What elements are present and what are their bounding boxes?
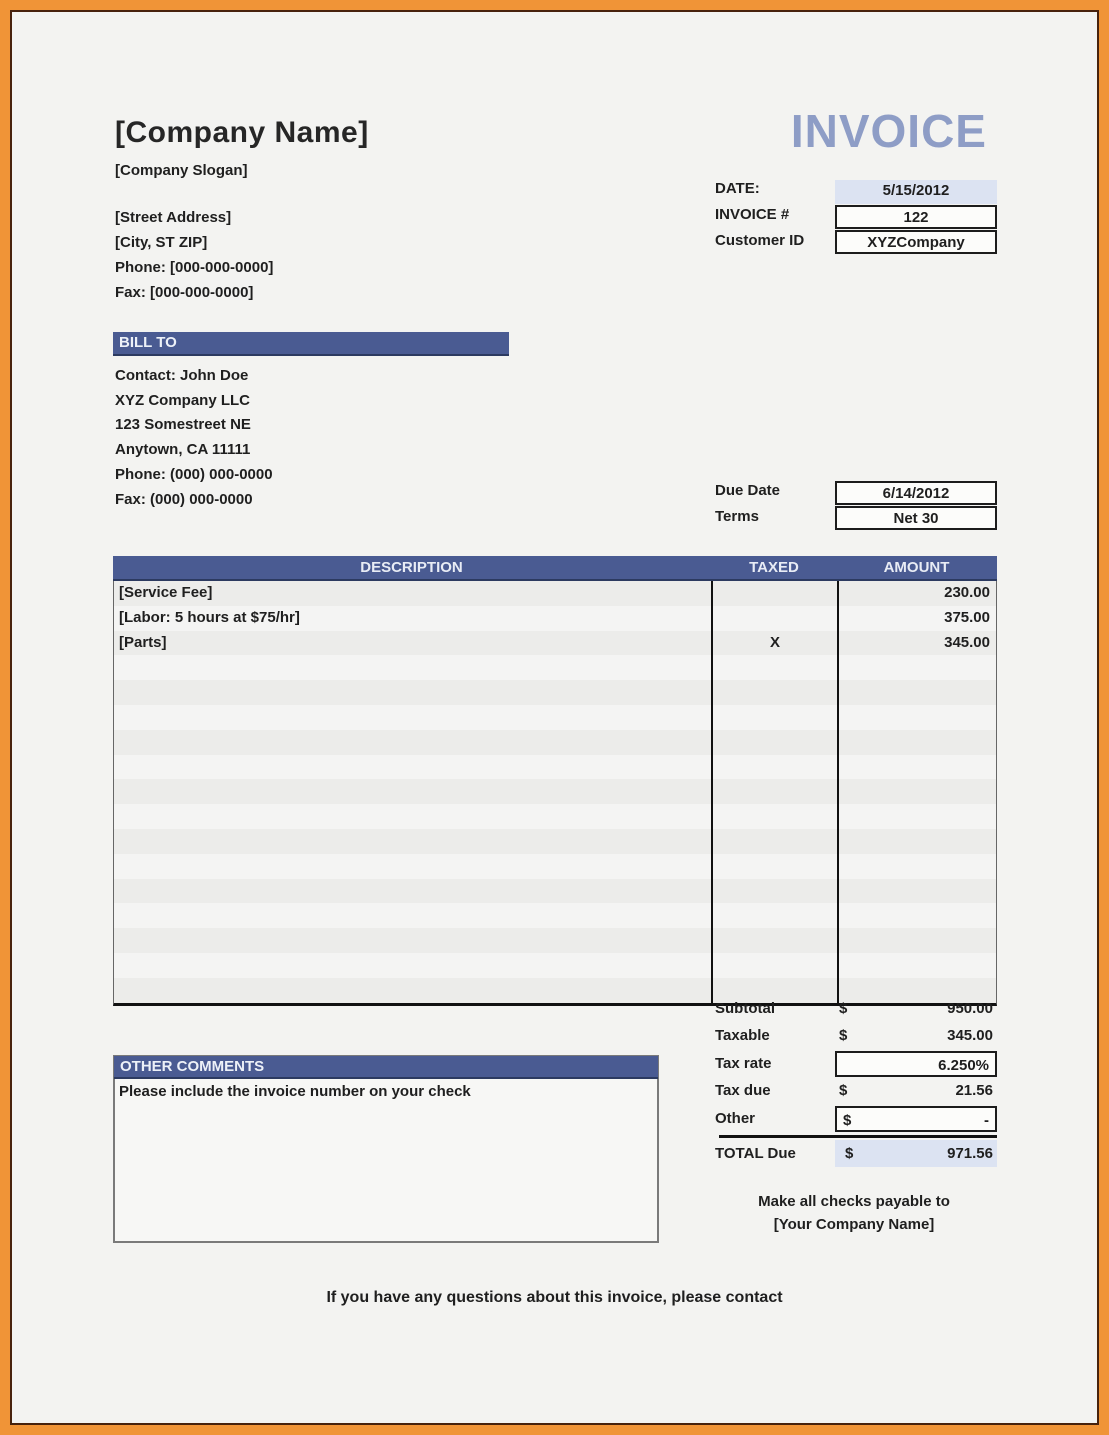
taxed-cell[interactable] — [711, 879, 839, 904]
checks-payable-line2: [Your Company Name] — [773, 1216, 935, 1233]
taxable-value: 345.00 — [947, 1027, 993, 1045]
description-cell[interactable] — [114, 655, 711, 680]
tax-due-currency: $ — [839, 1082, 848, 1100]
tax-due-row — [711, 1078, 997, 1105]
total-due-value: 971.56 — [947, 1144, 993, 1162]
amount-cell[interactable] — [839, 804, 996, 829]
other-row — [711, 1106, 997, 1133]
table-row[interactable] — [114, 854, 996, 879]
description-cell[interactable] — [114, 680, 711, 705]
taxed-cell[interactable] — [711, 680, 839, 705]
description-cell[interactable] — [114, 829, 711, 854]
customer-id-cell[interactable]: XYZCompany — [835, 230, 997, 254]
amount-cell[interactable]: 375.00 — [944, 608, 990, 626]
other-comments-box[interactable] — [113, 1055, 659, 1243]
taxed-cell[interactable] — [711, 804, 839, 829]
line-items-header-row — [113, 556, 997, 581]
table-row[interactable] — [114, 606, 996, 631]
date-value-cell[interactable]: 5/15/2012 — [835, 180, 997, 204]
amount-cell[interactable] — [839, 953, 996, 978]
invoice-number-label: INVOICE # — [715, 206, 790, 223]
table-row[interactable] — [114, 581, 996, 606]
description-cell[interactable]: [Service Fee] — [119, 584, 213, 601]
description-cell[interactable] — [114, 705, 711, 730]
amount-cell[interactable] — [839, 779, 996, 804]
taxed-cell[interactable] — [711, 829, 839, 854]
amount-cell[interactable] — [839, 928, 996, 953]
bill-to-header: BILL TO — [113, 332, 509, 356]
other-label: Other — [715, 1109, 756, 1127]
taxed-cell[interactable] — [711, 705, 839, 730]
subtotal-value: 950.00 — [947, 1000, 993, 1017]
footer-contact-note: If you have any questions about this invoice, please contact — [326, 1289, 783, 1306]
subtotal-row — [711, 996, 997, 1023]
other-comments-header: OTHER COMMENTS — [114, 1056, 658, 1079]
description-cell[interactable] — [114, 928, 711, 953]
taxed-cell[interactable] — [711, 655, 839, 680]
taxed-cell[interactable] — [711, 854, 839, 879]
description-cell[interactable] — [114, 755, 711, 780]
table-row[interactable] — [114, 903, 996, 928]
invoice-title: INVOICE — [790, 105, 987, 157]
description-column-header: DESCRIPTION — [360, 559, 463, 576]
checks-payable-note — [711, 1190, 997, 1236]
table-row[interactable] — [114, 804, 996, 829]
amount-cell[interactable] — [839, 655, 996, 680]
company-phone: Phone: [000-000-0000] — [115, 259, 274, 276]
amount-cell[interactable] — [839, 705, 996, 730]
table-row[interactable] — [114, 705, 996, 730]
taxable-label: Taxable — [715, 1027, 770, 1045]
taxed-cell[interactable] — [711, 730, 839, 755]
table-row[interactable] — [114, 953, 996, 978]
company-slogan: [Company Slogan] — [115, 162, 248, 179]
customer-id-label: Customer ID — [715, 232, 805, 249]
tax-rate-label: Tax rate — [715, 1054, 772, 1072]
bill-to-line: Fax: (000) 000-0000 — [115, 490, 253, 508]
table-row[interactable] — [114, 631, 996, 656]
line-items-table — [113, 556, 997, 1006]
taxed-cell[interactable] — [711, 928, 839, 953]
line-items-body — [113, 581, 997, 1006]
taxed-column-header: TAXED — [749, 559, 799, 576]
other-value: - — [984, 1111, 989, 1129]
description-cell[interactable]: [Labor: 5 hours at $75/hr] — [119, 608, 300, 626]
bill-to-line: 123 Somestreet NE — [115, 416, 251, 434]
tax-due-value: 21.56 — [955, 1082, 993, 1100]
total-due-currency: $ — [845, 1144, 854, 1162]
description-cell[interactable]: [Parts] — [119, 633, 167, 651]
other-comments-text: Please include the invoice number on your check — [119, 1083, 471, 1100]
taxed-cell[interactable] — [711, 903, 839, 928]
bill-to-line: Anytown, CA 11111 — [115, 441, 251, 459]
description-cell[interactable] — [114, 978, 711, 1003]
amount-cell[interactable] — [839, 879, 996, 904]
invoice-number-cell[interactable]: 122 — [835, 205, 997, 229]
amount-cell[interactable] — [839, 730, 996, 755]
amount-cell[interactable] — [839, 854, 996, 879]
amount-cell[interactable] — [839, 755, 996, 780]
description-cell[interactable] — [114, 779, 711, 804]
table-row[interactable] — [114, 655, 996, 680]
total-due-row — [711, 1141, 997, 1169]
company-name: [Company Name] — [115, 116, 369, 149]
description-cell[interactable] — [114, 730, 711, 755]
bill-to-line: Phone: (000) 000-0000 — [115, 465, 273, 483]
invoice-sheet — [10, 10, 1099, 1425]
table-row[interactable] — [114, 928, 996, 953]
description-cell[interactable] — [114, 804, 711, 829]
table-row[interactable] — [114, 730, 996, 755]
amount-cell[interactable] — [839, 903, 996, 928]
bill-to-line: Contact: John Doe — [115, 367, 249, 384]
amount-column-header: AMOUNT — [883, 559, 950, 576]
totals-divider-line — [719, 1135, 997, 1138]
company-street: [Street Address] — [115, 209, 232, 226]
total-due-label: TOTAL Due — [715, 1144, 796, 1162]
terms-label: Terms — [715, 508, 759, 525]
table-row[interactable] — [114, 779, 996, 804]
checks-payable-line1: Make all checks payable to — [758, 1193, 950, 1210]
taxable-row — [711, 1023, 997, 1050]
taxed-cell[interactable] — [711, 953, 839, 978]
bill-to-line: XYZ Company LLC — [115, 391, 251, 409]
subtotal-label: Subtotal — [715, 1000, 775, 1017]
taxed-cell[interactable] — [711, 779, 839, 804]
tax-rate-value: 6.250% — [938, 1056, 989, 1074]
taxed-cell[interactable] — [711, 606, 839, 631]
totals-block — [711, 996, 997, 1169]
terms-cell[interactable]: Net 30 — [835, 506, 997, 530]
table-row[interactable] — [114, 755, 996, 780]
company-fax: Fax: [000-000-0000] — [115, 284, 254, 301]
taxed-cell[interactable] — [711, 581, 839, 606]
company-city: [City, ST ZIP] — [115, 234, 208, 251]
description-cell[interactable] — [114, 879, 711, 904]
tax-rate-cell[interactable] — [835, 1051, 997, 1077]
date-label: DATE: — [715, 180, 760, 197]
taxable-currency: $ — [839, 1027, 848, 1045]
description-cell[interactable] — [114, 903, 711, 928]
amount-cell[interactable]: 345.00 — [944, 633, 990, 651]
amount-cell[interactable]: 230.00 — [944, 584, 990, 601]
description-cell[interactable] — [114, 953, 711, 978]
table-row[interactable] — [114, 680, 996, 705]
due-date-cell[interactable]: 6/14/2012 — [835, 481, 997, 505]
taxed-cell[interactable]: X — [711, 631, 839, 656]
table-row[interactable] — [114, 829, 996, 854]
amount-cell[interactable] — [839, 829, 996, 854]
tax-due-label: Tax due — [715, 1082, 771, 1100]
other-cell[interactable] — [835, 1106, 997, 1132]
other-currency: $ — [843, 1111, 852, 1129]
subtotal-currency: $ — [839, 1000, 848, 1017]
amount-cell[interactable] — [839, 680, 996, 705]
description-cell[interactable] — [114, 854, 711, 879]
table-row[interactable] — [114, 879, 996, 904]
due-date-label: Due Date — [715, 482, 781, 499]
tax-rate-row — [711, 1051, 997, 1078]
taxed-cell[interactable] — [711, 755, 839, 780]
